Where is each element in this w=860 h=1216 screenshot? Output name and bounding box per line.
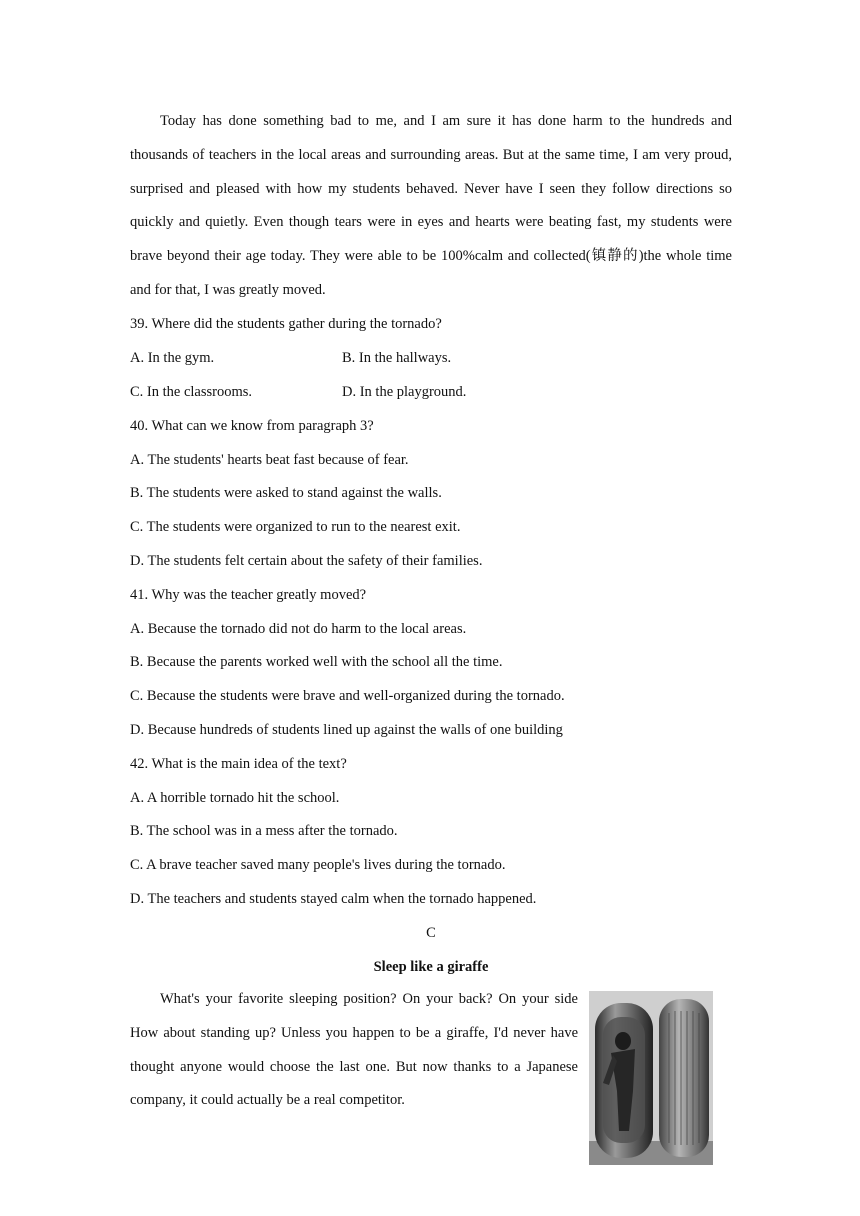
question-41-option-c: C. Because the students were brave and well-organized during the tornado. <box>130 688 565 704</box>
question-39-option-a: A. In the gym. <box>130 350 215 366</box>
section-letter: C <box>426 925 436 941</box>
question-42-stem: 42. What is the main idea of the text? <box>130 756 347 772</box>
question-40-stem: 40. What can we know from paragraph 3? <box>130 418 374 434</box>
sleeping-pod-photo <box>589 991 713 1165</box>
question-42-option-a: A. A horrible tornado hit the school. <box>130 790 340 806</box>
question-39-option-c: C. In the classrooms. <box>130 384 253 400</box>
passage-paragraph: Today has done something bad to me, and I am sure it has done harm to the hundreds and thousands of teachers in the local areas and surrounding areas. But at the same time, I am very proud, surprised and pleased with how my students behaved. Never have I seen they follow directions so quickly and quietly. Even though tears were in eyes and hearts were beating fast, my students were brave beyond their age today. They were able to be 100%calm and collected(镇静的)the whole time and for that, I was greatly moved. <box>130 113 732 298</box>
question-40-option-c: C. The students were organized to run to the nearest exit. <box>130 519 461 535</box>
question-41-stem: 41. Why was the teacher greatly moved? <box>130 587 367 603</box>
question-41-option-b: B. Because the parents worked well with the school all the time. <box>130 654 503 670</box>
question-39-option-b: B. In the hallways. <box>342 350 452 366</box>
question-41-option-d: D. Because hundreds of students lined up against the walls of one building <box>130 722 563 738</box>
question-40-option-b: B. The students were asked to stand against the walls. <box>130 485 442 501</box>
question-42-option-b: B. The school was in a mess after the tornado. <box>130 823 398 839</box>
question-39-option-d: D. In the playground. <box>342 384 467 400</box>
question-39-stem: 39. Where did the students gather during the tornado? <box>130 316 442 332</box>
question-42-option-d: D. The teachers and students stayed calm when the tornado happened. <box>130 891 537 907</box>
section-c-paragraph: What's your favorite sleeping position? On your back? On your side How about standing up? Unless you happen to be a giraffe, I'd never have thought anyone would choose the last one. But now thanks to a Japanese company, it could actually be a real competitor. <box>130 991 578 1109</box>
question-40-option-d: D. The students felt certain about the safety of their families. <box>130 553 483 569</box>
question-40-option-a: A. The students' hearts beat fast because of fear. <box>130 452 409 468</box>
question-41-option-a: A. Because the tornado did not do harm to the local areas. <box>130 621 467 637</box>
section-title: Sleep like a giraffe <box>373 959 489 975</box>
question-42-option-c: C. A brave teacher saved many people's lives during the tornado. <box>130 857 506 873</box>
